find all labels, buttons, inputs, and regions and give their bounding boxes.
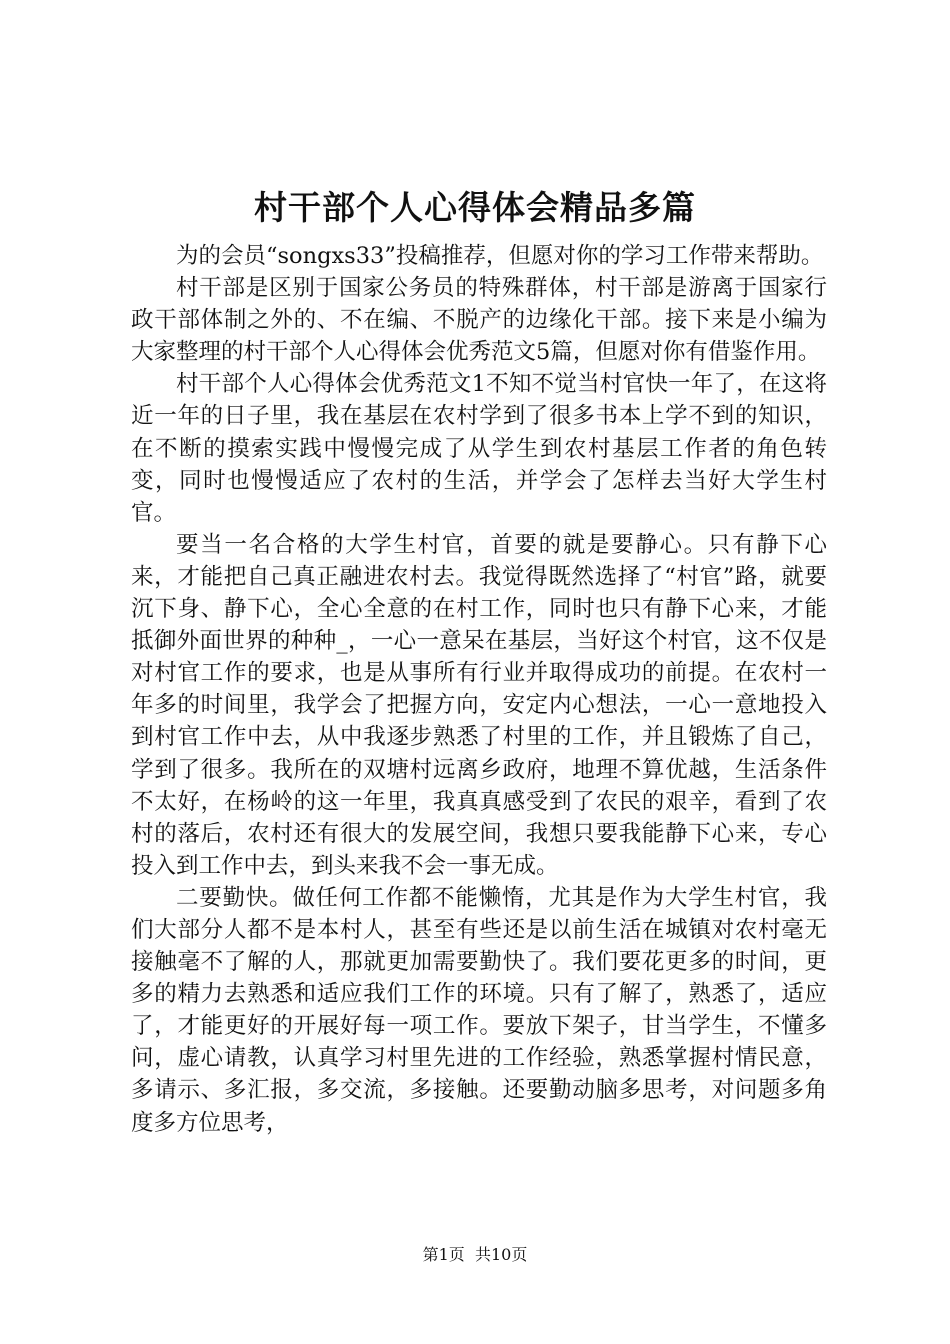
paragraph: 要当一名合格的大学生村官，首要的就是要静心。只有静下心来，才能把自己真正融进农村去。我觉得既然选择了“村官”路，就要沉下身、静下心，全心全意的在村工作，同时也只有静下心来，才能抵御外面世界的种种_，一心一意呆在基层，当好这个村官，这不仅是对村官工作的要求，也是从事所有行业并取得成功的前提。在农村一年多的时间里，我学会了把握方向，安定内心想法，一心一意地投入到村官工作中去，从中我逐步熟悉了村里的工作，并且锻炼了自己，学到了很多。我所在的双塘村远离乡政府，地理不算优越，生活条件不太好，在杨岭的这一年里，我真真感受到了农民的艰辛，看到了农村的落后，农村还有很大的发展空间，我想只要我能静下心来，专心投入到工作中去，到头来我不会一事无成。	[131, 531, 827, 879]
paragraph: 村干部个人心得体会优秀范文1不知不觉当村官快一年了，在这将近一年的日子里，我在基层在农村学到了很多书本上学不到的知识，在不断的摸索实践中慢慢完成了从学生到农村基层工作者的角色转变，同时也慢慢适应了农村的生活，并学会了怎样去当好大学生村官。	[131, 371, 827, 526]
footer-separator	[465, 1245, 475, 1264]
document-body	[131, 240, 827, 1139]
page-footer	[0, 1244, 950, 1266]
document-title: 村干部个人心得体会精品多篇	[254, 188, 696, 227]
page-total: 共10页	[474, 1245, 528, 1264]
paragraph: 村干部是区别于国家公务员的特殊群体，村干部是游离于国家行政干部体制之外的、不在编、不脱产的边缘化干部。接下来是小编为大家整理的村干部个人心得体会优秀范文5篇，但愿对你有借鉴作用。	[131, 275, 827, 366]
paragraph: 为的会员“songxs33”投稿推荐，但愿对你的学习工作带来帮助。	[176, 243, 824, 269]
page-number: 第1页	[422, 1245, 465, 1264]
paragraph: 二要勤快。做任何工作都不能懒惰，尤其是作为大学生村官，我们大部分人都不是本村人，甚至有些还是以前生活在城镇对农村毫无接触毫不了解的人，那就更加需要勤快了。我们要花更多的时间，更多的精力去熟悉和适应我们工作的环境。只有了解了，熟悉了，适应了，才能更好的开展好每一项工作。要放下架子，甘当学生，不懂多问，虚心请教，认真学习村里先进的工作经验，熟悉掌握村情民意，多请示、多汇报，多交流，多接触。还要勤动脑多思考，对问题多角度多方位思考，	[131, 884, 827, 1136]
